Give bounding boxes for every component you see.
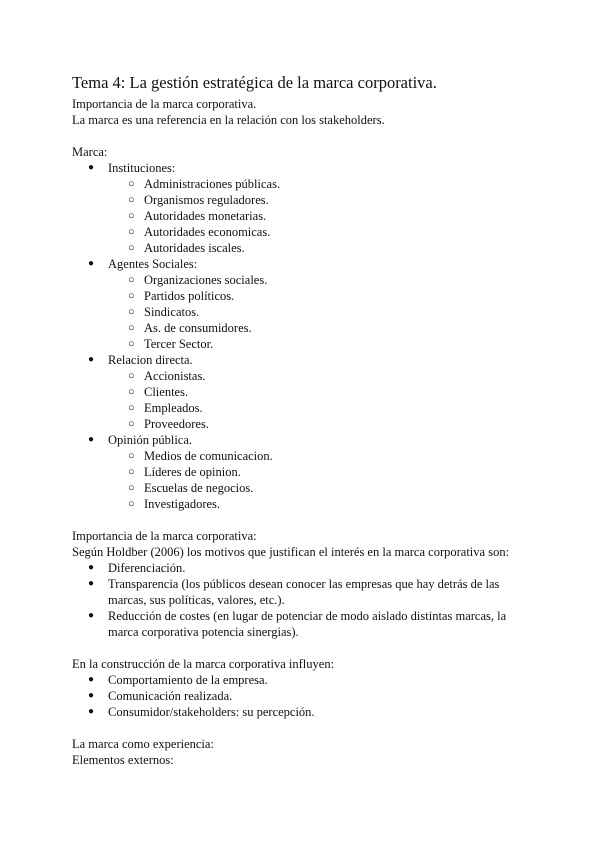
bullet-icon: ○: [128, 418, 135, 430]
list-item-text: Transparencia (los públicos desean conocer las empresas que hay detrás de las marcas, sus políticas, valores, etc.).: [108, 577, 500, 607]
list-item-text: Organizaciones sociales.: [144, 273, 268, 287]
experiencia-heading: La marca como experiencia:: [72, 737, 214, 751]
list-item-text: Instituciones:: [108, 161, 176, 175]
list-item-text: Empleados.: [144, 401, 203, 415]
bullet-icon: ●: [88, 610, 95, 621]
bullet-icon: ●: [88, 578, 95, 589]
bullet-icon: ○: [128, 306, 135, 318]
intro-line: Importancia de la marca corporativa.: [72, 97, 257, 111]
bullet-icon: ○: [128, 178, 135, 190]
list-item-text: Clientes.: [144, 385, 189, 399]
construccion-heading: En la construcción de la marca corporativa influyen:: [72, 657, 335, 671]
marca-subitem: [108, 176, 532, 192]
marca-subitem: [108, 336, 532, 352]
list-item-text: Sindicatos.: [144, 305, 200, 319]
list-item-text: Accionistas.: [144, 369, 206, 383]
document-body: [72, 72, 532, 768]
marca-subitem: [108, 304, 532, 320]
bullet-icon: ○: [128, 226, 135, 238]
bullet-icon: ●: [88, 434, 95, 445]
list-item-text: Medios de comunicacion.: [144, 449, 273, 463]
marca-group: [72, 160, 532, 256]
list-item-text: Relacion directa.: [108, 353, 193, 367]
bullet-icon: ○: [128, 338, 135, 350]
list-item-text: Comunicación realizada.: [108, 689, 233, 703]
list-item-text: Proveedores.: [144, 417, 209, 431]
marca-subitem: [108, 288, 532, 304]
importancia-item: [72, 560, 532, 576]
list-item-text: Comportamiento de la empresa.: [108, 673, 268, 687]
bullet-icon: ○: [128, 210, 135, 222]
marca-sublist: [108, 272, 532, 352]
page-title: Tema 4: La gestión estratégica de la marca corporativa.: [72, 73, 437, 92]
bullet-icon: ○: [128, 370, 135, 382]
marca-list: [72, 160, 532, 512]
list-item-text: As. de consumidores.: [144, 321, 252, 335]
bullet-icon: ○: [128, 498, 135, 510]
construccion-list: [72, 672, 532, 720]
marca-sublist: [108, 448, 532, 512]
marca-subitem: [108, 272, 532, 288]
importancia-lead: Según Holdber (2006) los motivos que justifican el interés en la marca corporativa son:: [72, 545, 510, 559]
marca-subitem: [108, 320, 532, 336]
bullet-icon: ●: [88, 562, 95, 573]
bullet-icon: ○: [128, 482, 135, 494]
marca-sublist: [108, 368, 532, 432]
list-item-text: Autoridades monetarias.: [144, 209, 267, 223]
construccion-item: [72, 688, 532, 704]
construccion-item: [72, 672, 532, 688]
bullet-icon: ○: [128, 290, 135, 302]
importancia-item: [72, 608, 532, 640]
marca-subitem: [108, 496, 532, 512]
marca-label: Marca:: [72, 145, 108, 159]
list-item-text: Consumidor/stakeholders: su percepción.: [108, 705, 315, 719]
bullet-icon: ●: [88, 258, 95, 269]
importancia-list: [72, 560, 532, 640]
list-item-text: Tercer Sector.: [144, 337, 214, 351]
list-item-text: Autoridades economicas.: [144, 225, 271, 239]
importancia-heading: Importancia de la marca corporativa:: [72, 529, 257, 543]
list-item-text: Agentes Sociales:: [108, 257, 198, 271]
bullet-icon: ○: [128, 466, 135, 478]
bullet-icon: ○: [128, 450, 135, 462]
marca-subitem: [108, 480, 532, 496]
marca-group: [72, 256, 532, 352]
list-item-text: Diferenciación.: [108, 561, 186, 575]
marca-subitem: [108, 384, 532, 400]
marca-subitem: [108, 208, 532, 224]
marca-sublist: [108, 176, 532, 256]
list-item-text: Líderes de opinion.: [144, 465, 241, 479]
bullet-icon: ●: [88, 706, 95, 717]
marca-group: [72, 352, 532, 432]
marca-subitem: [108, 400, 532, 416]
list-item-text: Reducción de costes (en lugar de potenciar de modo aislado distintas marcas, la marca corporativa potencia sinergias).: [108, 609, 507, 639]
bullet-icon: ●: [88, 690, 95, 701]
marca-subitem: [108, 464, 532, 480]
bullet-icon: ●: [88, 162, 95, 173]
marca-subitem: [108, 240, 532, 256]
marca-subitem: [108, 192, 532, 208]
list-item-text: Autoridades iscales.: [144, 241, 245, 255]
marca-subitem: [108, 416, 532, 432]
list-item-text: Opinión pública.: [108, 433, 193, 447]
list-item-text: Escuelas de negocios.: [144, 481, 254, 495]
experiencia-sub: Elementos externos:: [72, 753, 174, 767]
bullet-icon: ○: [128, 242, 135, 254]
bullet-icon: ●: [88, 354, 95, 365]
bullet-icon: ●: [88, 674, 95, 685]
marca-subitem: [108, 224, 532, 240]
list-item-text: Administraciones públicas.: [144, 177, 281, 191]
bullet-icon: ○: [128, 322, 135, 334]
marca-group: [72, 432, 532, 512]
marca-subitem: [108, 368, 532, 384]
marca-subitem: [108, 448, 532, 464]
bullet-icon: ○: [128, 274, 135, 286]
construccion-item: [72, 704, 532, 720]
list-item-text: Partidos políticos.: [144, 289, 235, 303]
intro-line: La marca es una referencia en la relación con los stakeholders.: [72, 113, 385, 127]
list-item-text: Investigadores.: [144, 497, 221, 511]
importancia-item: [72, 576, 532, 608]
list-item-text: Organismos reguladores.: [144, 193, 269, 207]
bullet-icon: ○: [128, 402, 135, 414]
bullet-icon: ○: [128, 194, 135, 206]
bullet-icon: ○: [128, 386, 135, 398]
